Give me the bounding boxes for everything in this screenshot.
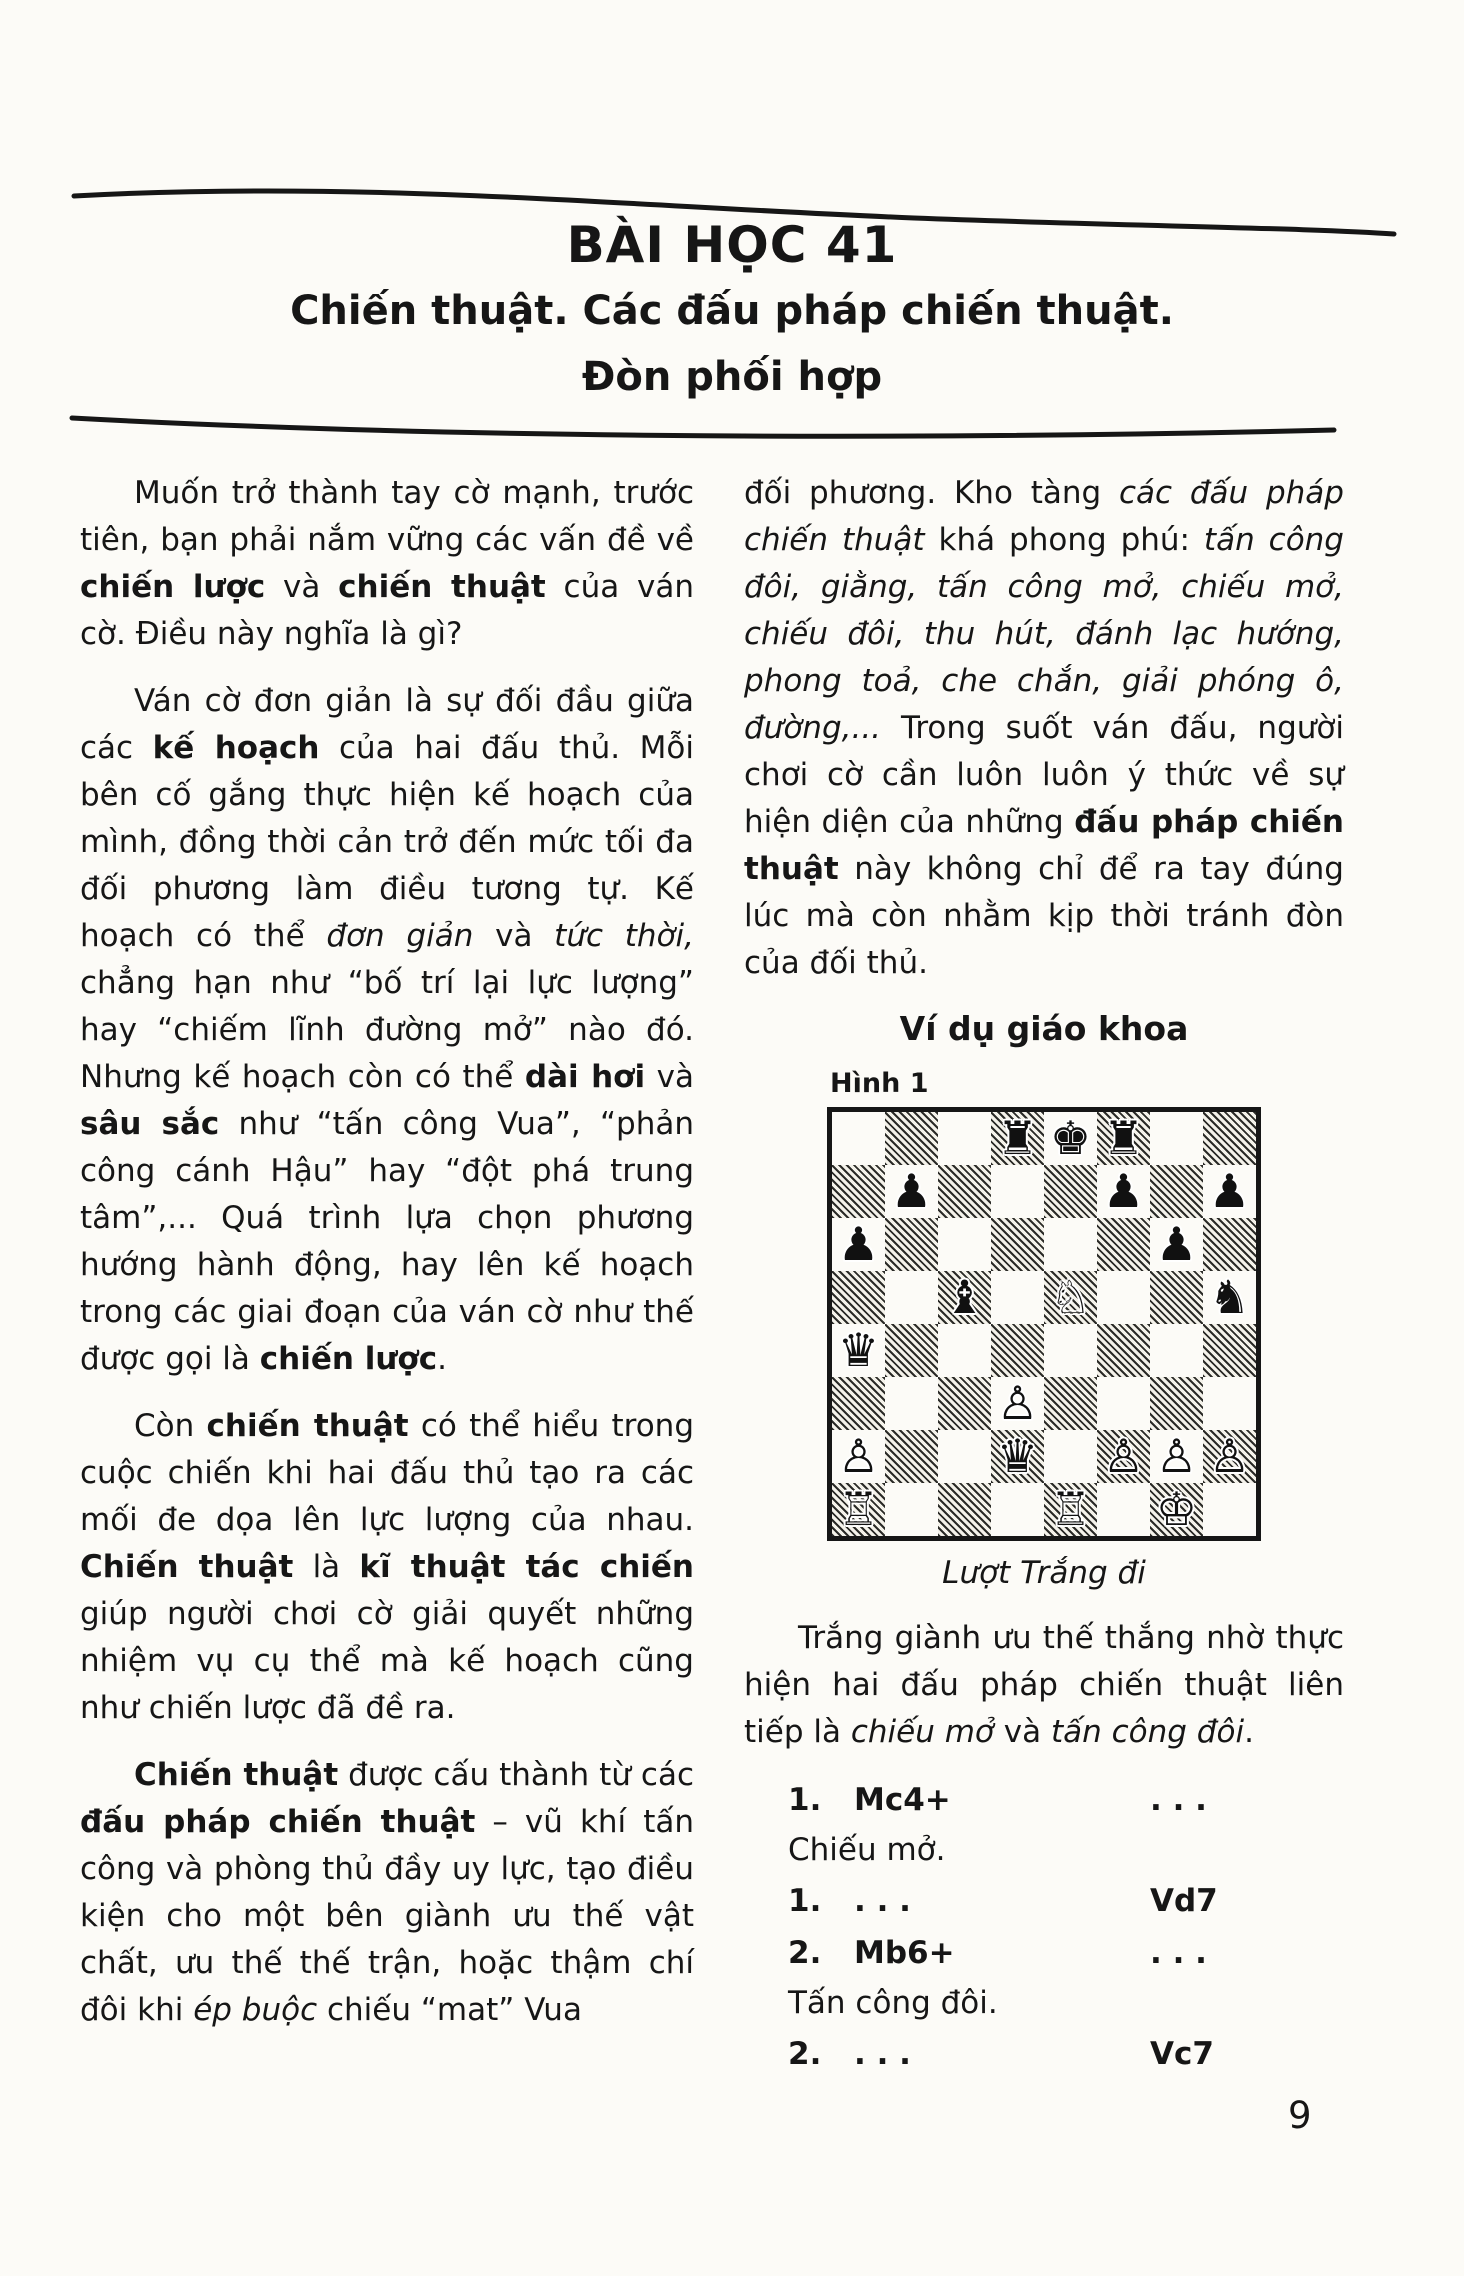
white-pawn-icon: ♙ — [1102, 1429, 1145, 1483]
board-square — [938, 1218, 991, 1271]
board-square — [885, 1483, 938, 1536]
moves-list — [788, 1774, 1344, 2080]
board-square — [885, 1112, 938, 1165]
move-row — [788, 1927, 1344, 1979]
text-run: kĩ thuật tác chiến — [359, 1549, 694, 1585]
board-square — [1044, 1218, 1097, 1271]
board-square — [991, 1165, 1044, 1218]
board-square — [991, 1112, 1044, 1165]
page-number: 9 — [1288, 2094, 1312, 2137]
chessboard-diagram — [827, 1107, 1261, 1541]
text-run: dài hơi — [524, 1059, 646, 1095]
white-pawn-icon: ♙ — [1155, 1429, 1198, 1483]
text-run: chiến thuật — [338, 569, 546, 605]
board-square — [1044, 1377, 1097, 1430]
board-square — [1097, 1112, 1150, 1165]
white-knight-icon: ♘ — [1049, 1270, 1092, 1324]
board-square — [885, 1218, 938, 1271]
text-run: kế hoạch — [152, 730, 320, 766]
header-rule-bottom — [64, 402, 1344, 454]
text-run: Muốn trở thành tay cờ mạnh, trước tiên, bạn phải nắm vững các vấn đề về — [80, 475, 694, 558]
lesson-subtitle-line2: Đòn phối hợp — [581, 354, 883, 400]
board-square — [885, 1271, 938, 1324]
text-run: – vũ khí tấn công và phòng thủ đầy uy lực, tạo điều kiện cho một bên giành ưu thế vật chất, ưu thế thế trận, hoặc thậm chí đôi khi — [80, 1804, 694, 2028]
black-move: . . . — [1150, 1935, 1207, 1971]
figure-label: Hình 1 — [830, 1068, 929, 1099]
move-number: 1. — [788, 1782, 822, 1818]
board-square — [938, 1112, 991, 1165]
black-king-icon: ♚ — [1049, 1111, 1092, 1165]
board-square — [885, 1324, 938, 1377]
text-run: và — [473, 918, 555, 954]
black-rook-icon: ♜ — [1102, 1111, 1145, 1165]
board-square — [832, 1271, 885, 1324]
text-run: . — [1244, 1714, 1254, 1750]
board-square — [1203, 1377, 1256, 1430]
right-column — [744, 470, 1344, 2080]
text-run: đấu pháp chiến thuật — [80, 1804, 476, 1840]
board-square — [1097, 1271, 1150, 1324]
text-run: này không chỉ để ra tay đúng lúc mà còn nhằm kịp thời tránh đòn của đối thủ. — [744, 851, 1344, 981]
board-square — [991, 1271, 1044, 1324]
text-run: của hai đấu thủ. Mỗi bên cố gắng thực hiện kế hoạch của mình, đồng thời cản trở đến mức tối đa đối phương làm điều tương tự. Kế hoạch có thể — [80, 730, 694, 954]
board-square — [1044, 1430, 1097, 1483]
text-run: như “tấn công Vua”, “phản công cánh Hậu” hay “đột phá trung tâm”,... Quá trình lựa chọn phương hướng hành động, hay lên kế hoạch trong các giai đoạn của ván cờ như thế được gọi là — [80, 1106, 694, 1377]
board-square — [991, 1324, 1044, 1377]
black-pawn-icon: ♟ — [1155, 1217, 1198, 1271]
move-number: 1. — [788, 1883, 822, 1919]
board-square — [1150, 1430, 1203, 1483]
white-pawn-icon: ♙ — [837, 1429, 880, 1483]
move-number: 2. — [788, 2036, 822, 2072]
board-square — [1150, 1112, 1203, 1165]
black-bishop-icon: ♝ — [943, 1270, 986, 1324]
text-run: sâu sắc — [80, 1106, 220, 1142]
board-square — [832, 1324, 885, 1377]
board-square — [938, 1165, 991, 1218]
white-pawn-icon: ♙ — [996, 1376, 1039, 1430]
text-run: chiếu “mat” Vua — [317, 1992, 582, 2028]
board-square — [1097, 1377, 1150, 1430]
board-square — [1203, 1483, 1256, 1536]
lesson-title: BÀI HỌC 41 — [566, 216, 898, 274]
board-square — [885, 1165, 938, 1218]
board-square — [1203, 1271, 1256, 1324]
board-square — [832, 1430, 885, 1483]
board-square — [832, 1112, 885, 1165]
text-run: Còn — [134, 1408, 207, 1444]
paragraph-tactics-composition — [80, 1752, 694, 2034]
black-move: Vd7 — [1150, 1883, 1218, 1919]
move-row — [788, 1774, 1344, 1826]
text-run: . — [437, 1341, 447, 1377]
text-run: có thể hiểu trong cuộc chiến khi hai đấu thủ tạo ra các mối đe dọa lên lực lượng của nhau. — [80, 1408, 694, 1538]
board-square — [1044, 1112, 1097, 1165]
text-run: khá phong phú: — [924, 522, 1204, 558]
board-square — [938, 1271, 991, 1324]
board-square — [1150, 1483, 1203, 1536]
board-square — [1203, 1165, 1256, 1218]
black-pawn-icon: ♟ — [1102, 1164, 1145, 1218]
board-square — [938, 1324, 991, 1377]
black-queen-icon: ♛ — [996, 1429, 1039, 1483]
board-square — [1044, 1324, 1097, 1377]
move-row — [788, 2028, 1344, 2080]
black-pawn-icon: ♟ — [837, 1217, 880, 1271]
board-square — [885, 1430, 938, 1483]
figure-caption: Lượt Trắng đi — [942, 1555, 1146, 1591]
black-pawn-icon: ♟ — [890, 1164, 933, 1218]
board-square — [1097, 1324, 1150, 1377]
text-run: và — [645, 1059, 694, 1095]
white-move: . . . — [854, 2036, 911, 2072]
text-run: đơn giản — [326, 918, 474, 954]
board-square — [1097, 1430, 1150, 1483]
white-move: Mc4+ — [854, 1782, 951, 1818]
black-move: . . . — [1150, 1782, 1207, 1818]
text-run: Chiến thuật — [80, 1549, 294, 1585]
board-square — [991, 1377, 1044, 1430]
white-move: Mb6+ — [854, 1935, 955, 1971]
board-square — [1203, 1430, 1256, 1483]
text-run: tức thời, — [554, 918, 694, 954]
black-rook-icon: ♜ — [996, 1111, 1039, 1165]
text-run: đấu pháp chiến thuật — [744, 804, 1344, 887]
white-king-icon: ♔ — [1155, 1482, 1198, 1536]
text-run: Ván cờ đơn giản là sự đối đầu giữa các — [80, 683, 694, 766]
black-move: Vc7 — [1150, 2036, 1214, 2072]
paragraph-strategy-intro — [80, 470, 694, 658]
black-queen-icon: ♛ — [837, 1323, 880, 1377]
text-run: giúp người chơi cờ giải quyết những nhiệm vụ cụ thể mà kế hoạch cũng như chiến lược đã đề ra. — [80, 1596, 694, 1726]
text-run: là — [293, 1549, 360, 1585]
text-run: của ván cờ. Điều này nghĩa là gì? — [80, 569, 695, 652]
board-square — [832, 1377, 885, 1430]
board-square — [1044, 1483, 1097, 1536]
text-run: Trong suốt ván đấu, người chơi cờ cần luôn luôn ý thức về sự hiện diện của những — [744, 710, 1344, 840]
board-square — [1203, 1324, 1256, 1377]
text-run: chẳng hạn như “bố trí lại lực lượng” hay “chiếm lĩnh đường mở” nào đó. Nhưng kế hoạch còn có thể — [80, 965, 694, 1095]
move-note: Chiếu mở. — [788, 1832, 946, 1868]
text-run: Trắng giành ưu thế thắng nhờ thực hiện hai đấu pháp chiến thuật liên tiếp là — [744, 1620, 1344, 1750]
left-column — [80, 470, 694, 2054]
board-square — [938, 1483, 991, 1536]
board-square — [1150, 1271, 1203, 1324]
text-run: chiến lược — [80, 569, 266, 605]
text-run: ép buộc — [193, 1992, 318, 2028]
move-number: 2. — [788, 1935, 822, 1971]
board-square — [1150, 1218, 1203, 1271]
text-run: và — [265, 569, 339, 605]
text-run: được cấu thành từ các — [338, 1757, 695, 1793]
board-square — [1150, 1377, 1203, 1430]
text-run: tấn công đôi, giằng, tấn công mở, chiếu mở, chiếu đôi, thu hút, đánh lạc hướng, phong toả, che chắn, giải phóng ô, đường,... — [744, 522, 1344, 746]
paragraph-plans — [80, 678, 694, 1383]
text-run: chiếu mở — [850, 1714, 994, 1750]
move-note: Tấn công đôi. — [788, 1985, 998, 2021]
board-square — [1203, 1112, 1256, 1165]
text-run: chiến lược — [259, 1341, 438, 1377]
board-square — [1044, 1165, 1097, 1218]
board-square — [991, 1483, 1044, 1536]
white-move: . . . — [854, 1883, 911, 1919]
paragraph-result — [744, 1615, 1344, 1756]
board-square — [991, 1430, 1044, 1483]
text-run: Chiến thuật — [134, 1757, 339, 1793]
white-rook-icon: ♖ — [837, 1482, 880, 1536]
board-square — [991, 1218, 1044, 1271]
white-rook-icon: ♖ — [1049, 1482, 1092, 1536]
board-square — [938, 1430, 991, 1483]
white-pawn-icon: ♙ — [1208, 1429, 1251, 1483]
lesson-subtitle-line1: Chiến thuật. Các đấu pháp chiến thuật. — [290, 288, 1174, 334]
example-heading: Ví dụ giáo khoa — [899, 1009, 1189, 1048]
board-square — [1150, 1165, 1203, 1218]
black-pawn-icon: ♟ — [1208, 1164, 1251, 1218]
board-square — [832, 1218, 885, 1271]
move-row — [788, 1875, 1344, 1927]
board-square — [1150, 1324, 1203, 1377]
board-square — [1097, 1483, 1150, 1536]
board-square — [832, 1483, 885, 1536]
board-square — [1044, 1271, 1097, 1324]
text-run: và — [993, 1714, 1051, 1750]
paragraph-tactics-definition — [80, 1403, 694, 1732]
board-square — [1097, 1165, 1150, 1218]
text-run: đối phương. Kho tàng — [744, 475, 1119, 511]
paragraph-tactics-list — [744, 470, 1344, 987]
board-square — [885, 1377, 938, 1430]
board-square — [1203, 1218, 1256, 1271]
board-square — [1097, 1218, 1150, 1271]
black-knight-icon: ♞ — [1208, 1270, 1251, 1324]
text-run: tấn công đôi — [1050, 1714, 1245, 1750]
board-square — [832, 1165, 885, 1218]
text-run: các đấu pháp chiến thuật — [744, 475, 1344, 558]
board-square — [938, 1377, 991, 1430]
text-run: chiến thuật — [206, 1408, 409, 1444]
